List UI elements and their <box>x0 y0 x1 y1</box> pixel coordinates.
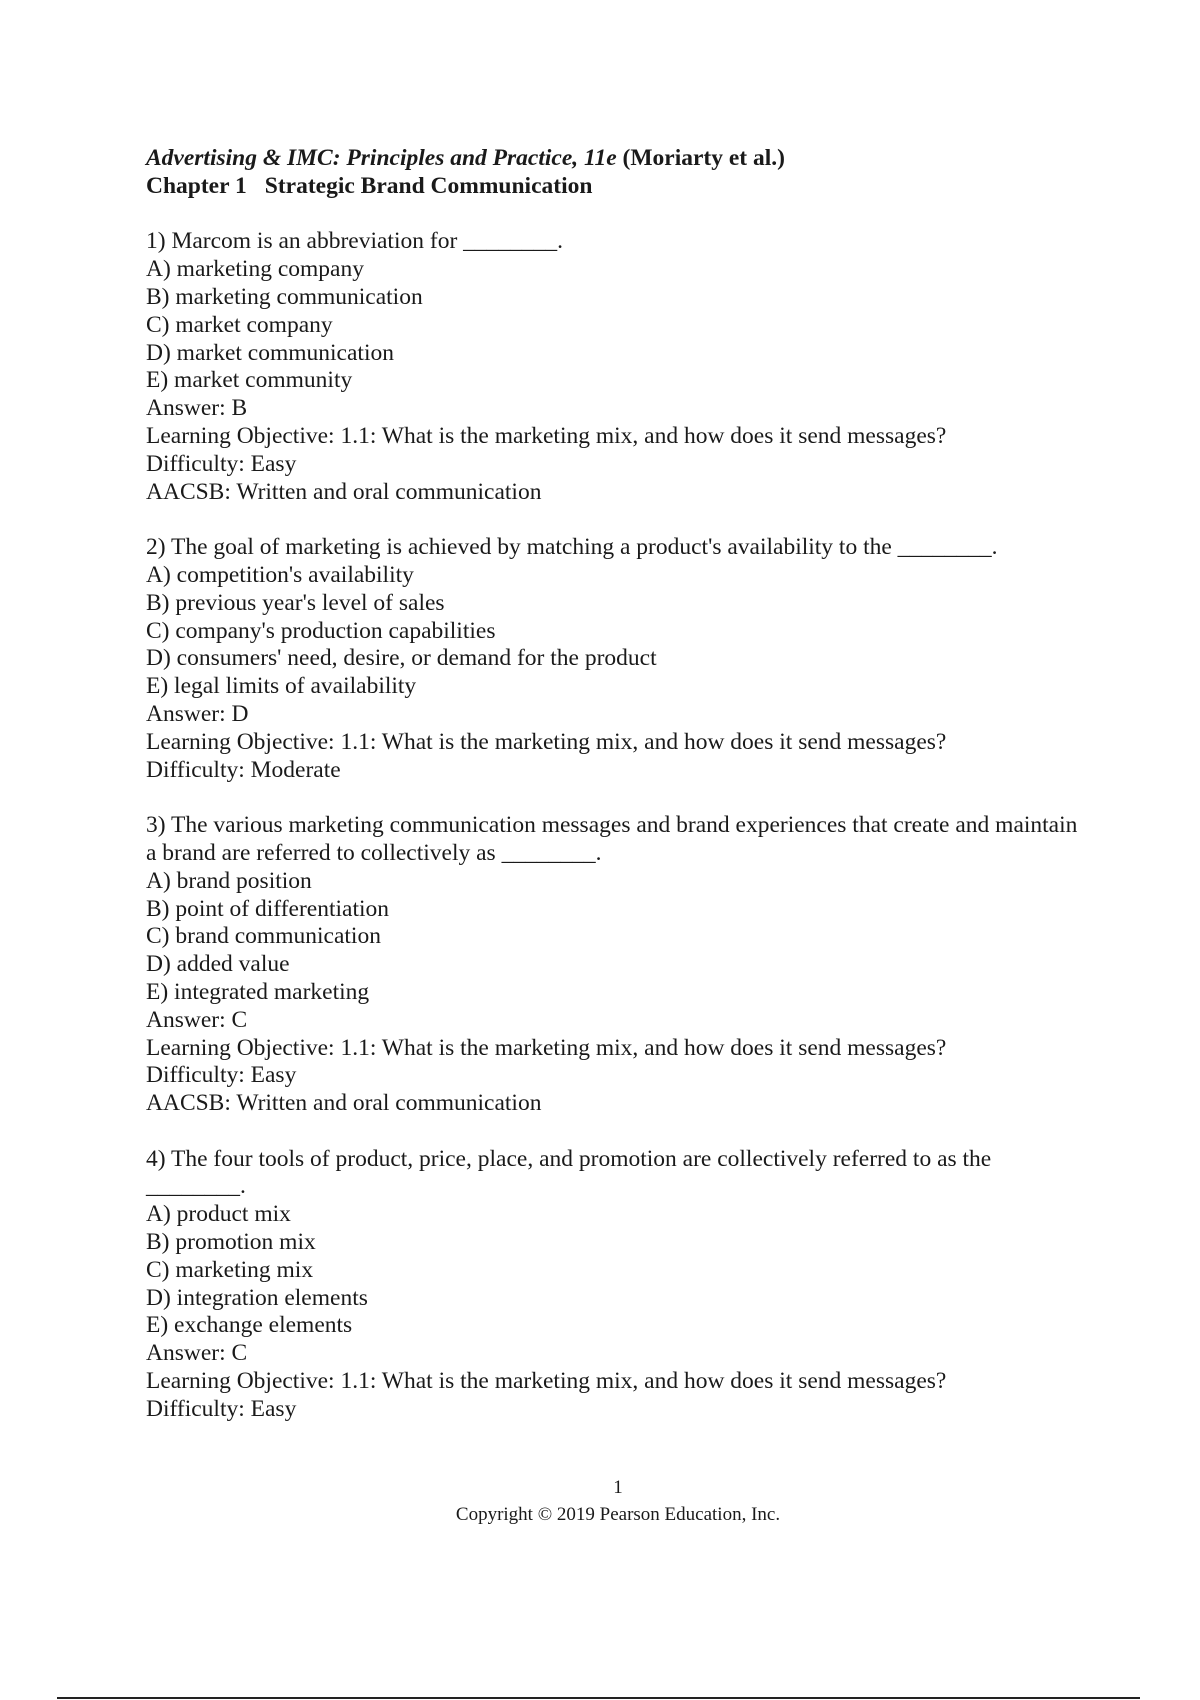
book-authors: (Moriarty et al.) <box>622 145 785 171</box>
answer-option: A) product mix <box>146 1201 291 1228</box>
answer-option: B) point of differentiation <box>146 895 389 922</box>
question-stem: 2) The goal of marketing is achieved by matching a product's availability to the ________. <box>146 534 998 561</box>
page-number: 1 <box>613 1477 623 1498</box>
answer-option: E) market community <box>146 367 353 394</box>
answer-option: C) brand communication <box>146 923 381 950</box>
question-stem: 4) The four tools of product, price, place, and promotion are collectively referred to as the ________. <box>146 1145 992 1200</box>
correct-answer: Answer: D <box>146 700 249 727</box>
answer-option: A) competition's availability <box>146 561 414 588</box>
document-header <box>146 145 1086 201</box>
question-stem: 3) The various marketing communication messages and brand experiences that create and maintain a brand are referred to collectively as ________. <box>146 812 1078 866</box>
answer-option: B) previous year's level of sales <box>146 589 445 616</box>
chapter-title: Strategic Brand Communication <box>264 172 593 199</box>
question-stem: 1) Marcom is an abbreviation for ________. <box>146 228 564 255</box>
answer-option: A) brand position <box>146 867 312 894</box>
learning-objective: Learning Objective: 1.1: What is the marketing mix, and how does it send messages? <box>146 728 947 755</box>
aacsb-standard: AACSB: Written and oral communication <box>146 1090 542 1117</box>
page-bottom-divider <box>57 1697 1140 1699</box>
aacsb-standard: AACSB: Written and oral communication <box>146 478 542 505</box>
difficulty: Difficulty: Easy <box>146 1395 297 1422</box>
chapter-number: Chapter 1 <box>146 172 247 199</box>
learning-objective: Learning Objective: 1.1: What is the marketing mix, and how does it send messages? <box>146 422 947 449</box>
learning-objective: Learning Objective: 1.1: What is the marketing mix, and how does it send messages? <box>146 1034 947 1061</box>
answer-option: E) legal limits of availability <box>146 673 417 700</box>
answer-option: C) market company <box>146 311 333 338</box>
answer-option: A) marketing company <box>146 256 364 283</box>
learning-objective: Learning Objective: 1.1: What is the marketing mix, and how does it send messages? <box>146 1368 947 1395</box>
answer-option: B) promotion mix <box>146 1229 316 1256</box>
answer-option: D) consumers' need, desire, or demand for the product <box>146 645 657 672</box>
answer-option: C) company's production capabilities <box>146 617 496 644</box>
question-3 <box>146 812 1086 1118</box>
answer-option: D) market communication <box>146 339 394 366</box>
answer-option: E) integrated marketing <box>146 978 370 1005</box>
answer-option: D) added value <box>146 951 290 978</box>
answer-option: E) exchange elements <box>146 1312 353 1339</box>
answer-option: D) integration elements <box>146 1284 368 1311</box>
difficulty: Difficulty: Moderate <box>146 756 341 783</box>
question-2 <box>146 534 1086 784</box>
question-1 <box>146 228 1086 506</box>
correct-answer: Answer: B <box>146 395 248 422</box>
answer-option: C) marketing mix <box>146 1256 314 1283</box>
book-title: Advertising & IMC: Principles and Practice, 11e <box>146 145 617 171</box>
answer-option: B) marketing communication <box>146 283 423 310</box>
difficulty: Difficulty: Easy <box>146 450 297 477</box>
copyright-notice: Copyright © 2019 Pearson Education, Inc. <box>455 1504 781 1525</box>
chapter-heading <box>146 173 1086 201</box>
document-body <box>146 145 1086 1451</box>
correct-answer: Answer: C <box>146 1006 248 1033</box>
book-title-line <box>146 145 1086 173</box>
question-4 <box>146 1146 1086 1424</box>
page-footer <box>0 1474 1200 1528</box>
correct-answer: Answer: C <box>146 1340 248 1367</box>
difficulty: Difficulty: Easy <box>146 1062 297 1089</box>
